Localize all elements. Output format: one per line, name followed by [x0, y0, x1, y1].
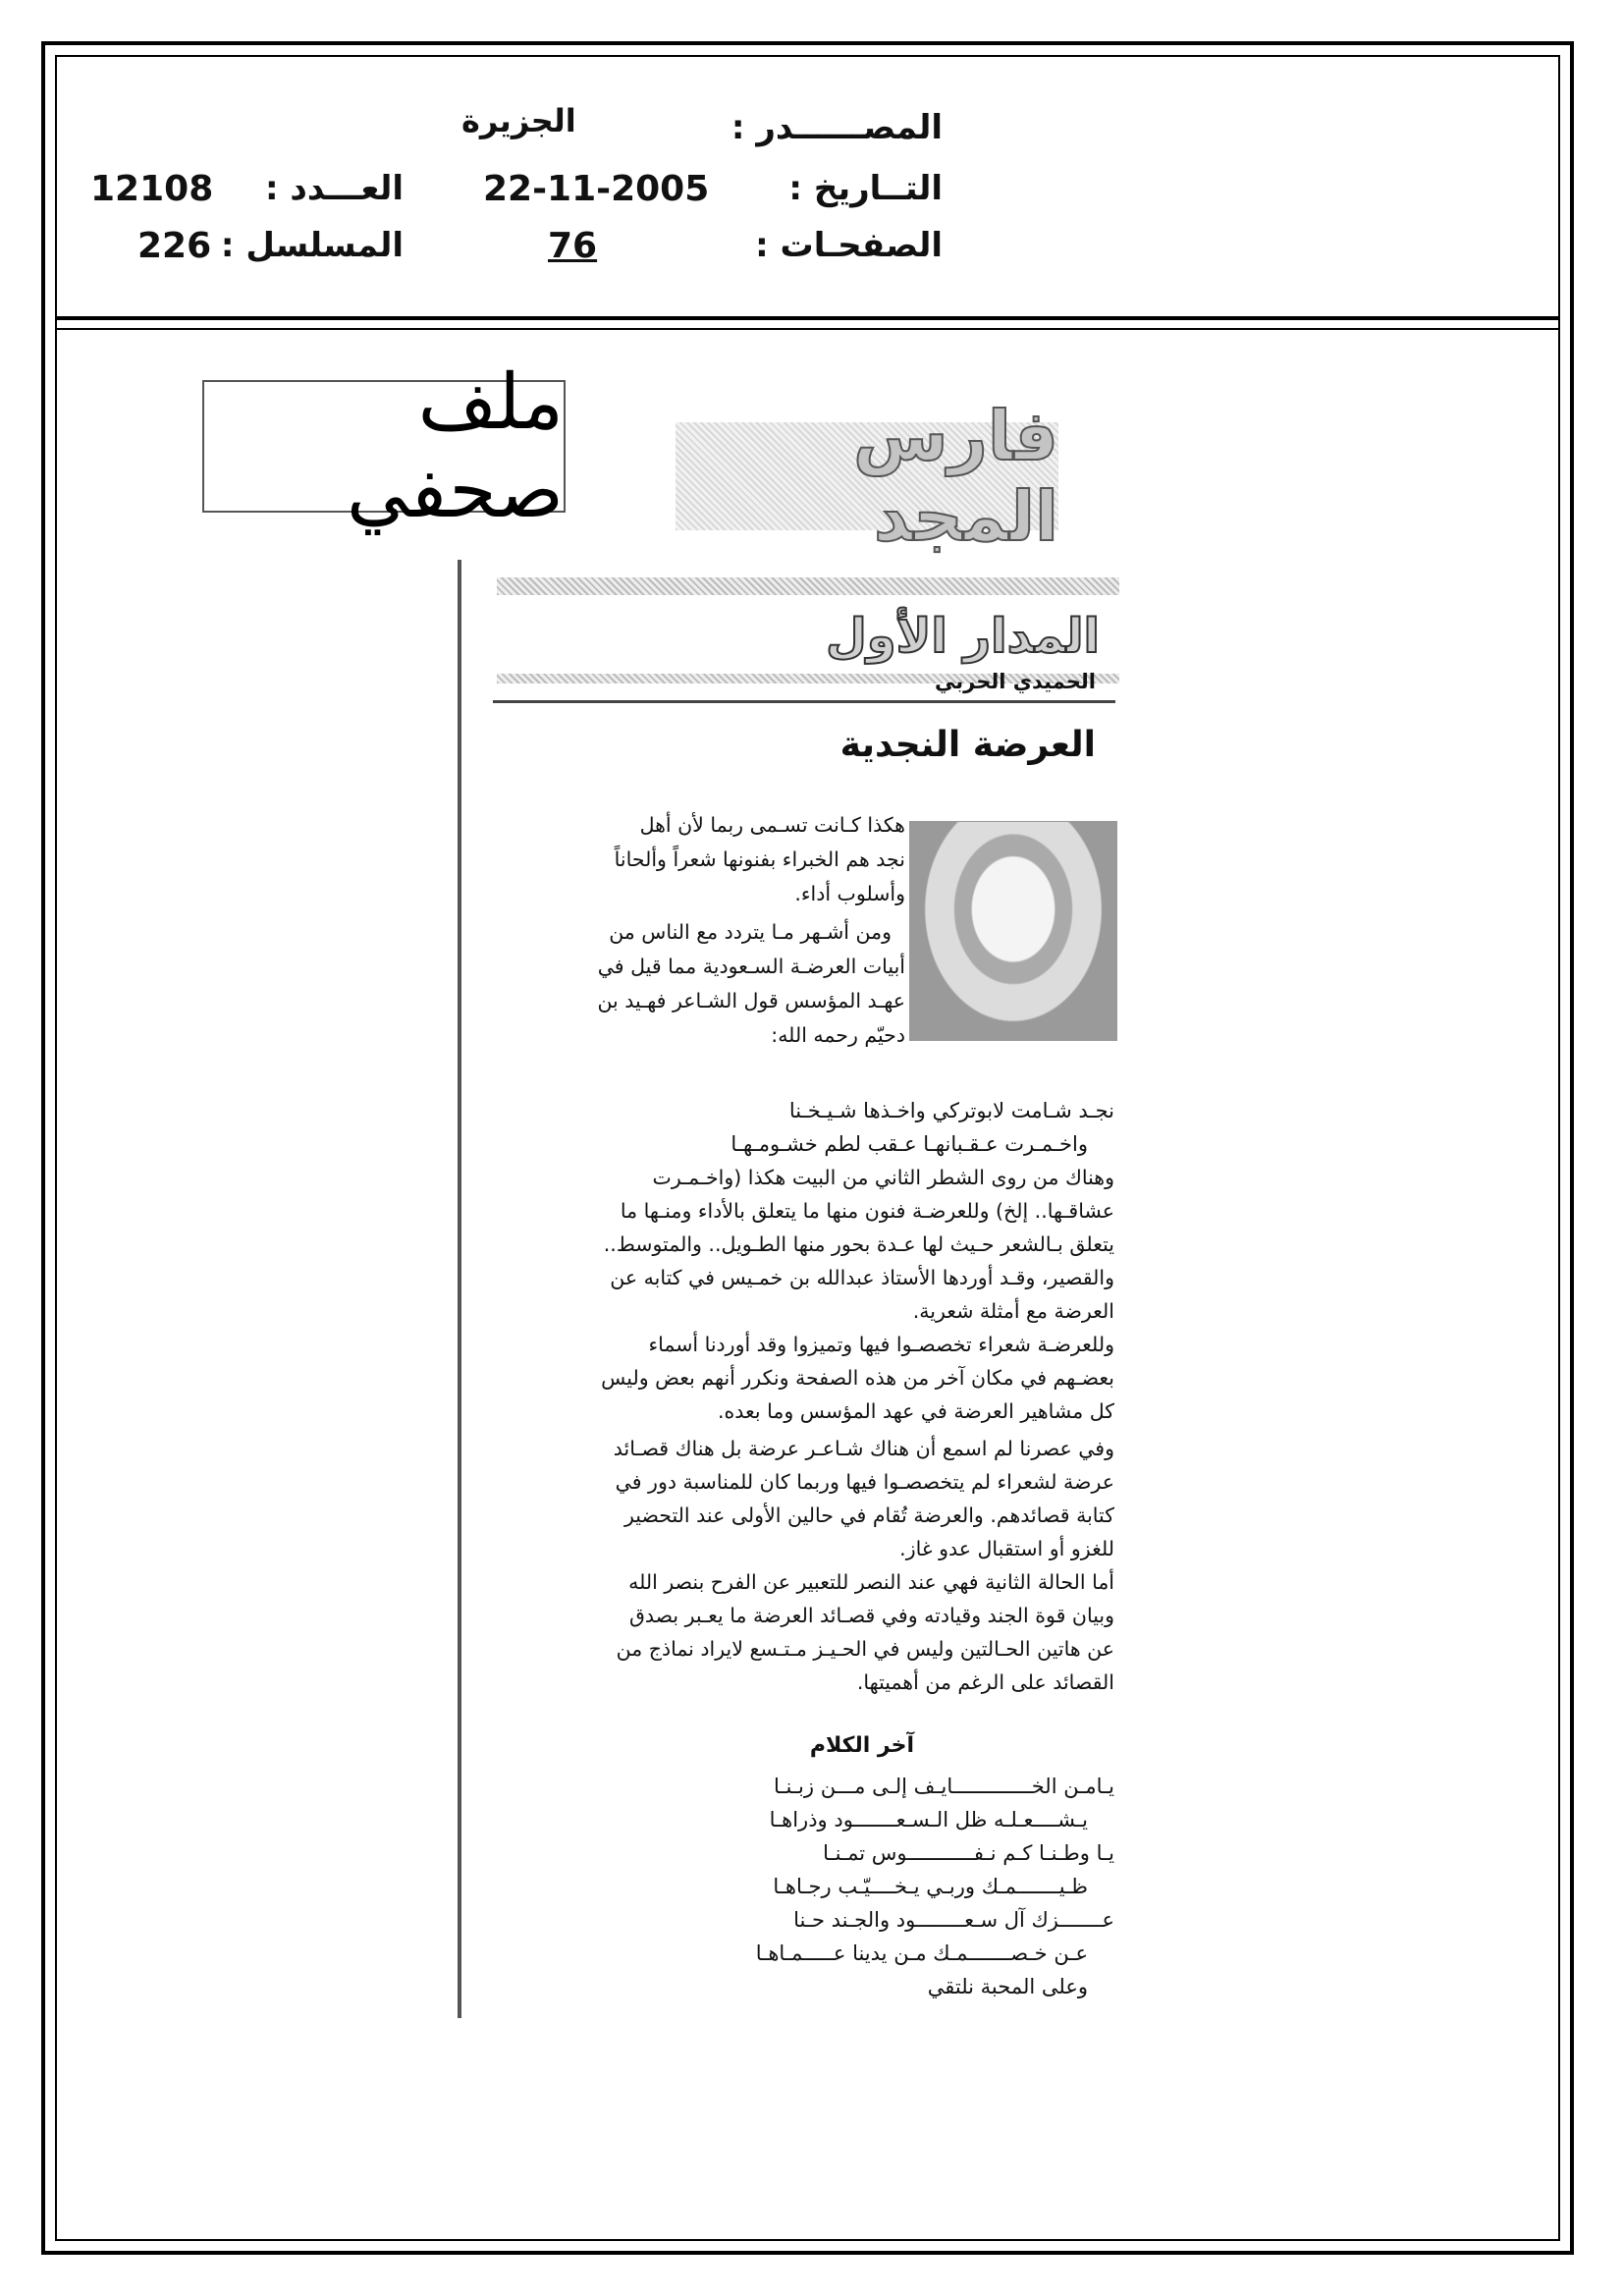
body-line: عن هاتين الحـالتين وليس في الحـيـز مـتـسع لايراد نماذج من	[616, 1637, 1114, 1661]
body-line: والقصير، وقـد أوردها الأستاذ عبدالله بن خمـيس في كتابه عن	[610, 1266, 1114, 1289]
intro-line: أبيات العرضـة السـعودية مما قيل في	[597, 955, 905, 978]
closing-verse-line: عـــــــزك آل سـعــــــــود والجـند حـنا	[793, 1908, 1114, 1932]
serial-label: المسلسل :	[220, 226, 404, 265]
header-divider	[55, 316, 1560, 320]
body-line: أما الحالة الثانية فهي عند النصر للتعبير عن الفرح بنصر الله	[628, 1570, 1114, 1594]
intro-line: هكذا كـانت تسـمى ربما لأن أهل	[639, 813, 905, 837]
intro-line: نجد هم الخبراء بفنونها شعراً وألحاناً	[614, 847, 905, 871]
body-line: وبيان قوة الجند وقيادته وفي قصـائد العرضة ما يعـبر بصدق	[628, 1604, 1114, 1627]
closing-verse-line: يـامـن الخـــــــــــــايـف إلـى مـــن زبـنـا	[774, 1775, 1114, 1798]
body-line: وللعرضـة شعراء تخصصـوا فيها وتميزوا وقد أوردنا أسماء	[648, 1333, 1114, 1356]
closing-title: آخر الكلام	[809, 1733, 914, 1758]
quoted-verse-line: واخـمـرت عـقـبانهـا عـقب لطم خشـومـهـا	[730, 1132, 1088, 1156]
serial-value: 226	[137, 226, 212, 266]
column-header-band	[497, 577, 1119, 595]
body-line: كل مشاهير العرضة في عهد المؤسس وما بعده.	[717, 1399, 1114, 1423]
body-line: كتابة قصائدهم. والعرضة تُقام في حالين الأولى عند التحضير	[623, 1503, 1114, 1527]
body-line: يتعلق بـالشعر حـيث لها عـدة بحور منها الطـويل.. والمتوسط..	[603, 1232, 1114, 1256]
body-line: وفي عصرنا لم اسمع أن هناك شـاعـر عرضة بل هناك قصـائد	[613, 1437, 1114, 1460]
column-title	[497, 597, 1119, 676]
closing-verse-line: يـا وطـنـا كـم نـفـــــــــــوس تمـنـا	[823, 1841, 1114, 1865]
body-line: العرضة مع أمثلة شعرية.	[912, 1299, 1114, 1323]
pages-label: الصفحـات :	[755, 226, 943, 265]
intro-line: وأسلوب أداء.	[794, 882, 905, 905]
column-title-text: المدار الأول	[826, 609, 1100, 664]
quoted-verse-line: نجـد شـامت لابوتركي واخـذها شـيـخـنا	[788, 1099, 1114, 1122]
source-label: المصــــــدر :	[730, 108, 943, 147]
intro-line: دحيّم رحمه الله:	[771, 1023, 905, 1047]
intro-line: ومن أشـهر مـا يتردد مع الناس من	[609, 920, 892, 944]
body-line: عشاقـها.. إلخ) وللعرضـة فنون منها ما يتعلق بالأداء ومنـها ما	[620, 1199, 1114, 1223]
body-line: عرضة لشعراء لم يتخصصـوا فيها وربما كان للمناسبة دور في	[615, 1470, 1114, 1494]
closing-verse-line: عـن خـصـــــــمـك مـن يدينا عـــــمـاهـا	[755, 1941, 1088, 1965]
date-value: 22-11-2005	[483, 169, 710, 209]
intro-line: عهـد المؤسس قول الشـاعر فهـيد بن	[597, 989, 905, 1012]
author-photo	[909, 821, 1117, 1041]
source-value: الجزيرة	[461, 102, 576, 139]
article-headline: العرضة النجدية	[839, 725, 1096, 765]
section-masthead	[676, 396, 1058, 557]
body-line: القصائد على الرغم من أهميتها.	[856, 1670, 1114, 1694]
body-line: بعضـهم في مكان آخر من هذه الصفحة ونكرر أنهم بعض وليس	[601, 1366, 1114, 1390]
issue-label: العـــدد :	[265, 169, 404, 208]
closing-line: وعلى المحبة نلتقي	[927, 1975, 1088, 1998]
pages-value: 76	[548, 226, 598, 266]
masthead-text: فارس المجد	[852, 396, 1058, 557]
article-author: الحميدي الحربي	[493, 670, 1115, 703]
issue-value: 12108	[90, 169, 214, 209]
closing-verse-line: ظـيـــــــمـك وربـي يـخــــيّـب رجـاهـا	[773, 1875, 1088, 1898]
body-line: وهناك من روى الشطر الثاني من البيت هكذا (واخـمـرت	[652, 1166, 1114, 1189]
header-divider-thin	[55, 328, 1560, 330]
press-file-stamp	[202, 357, 566, 535]
closing-verse-line: يـشــــعـلـه ظل الـسـعـــــــود وذراهـا	[769, 1808, 1088, 1831]
body-line: للغزو أو استقبال عدو غاز.	[899, 1537, 1114, 1560]
stamp-text: ملف صحفي	[346, 357, 564, 535]
date-label: التــاريخ :	[788, 169, 943, 208]
